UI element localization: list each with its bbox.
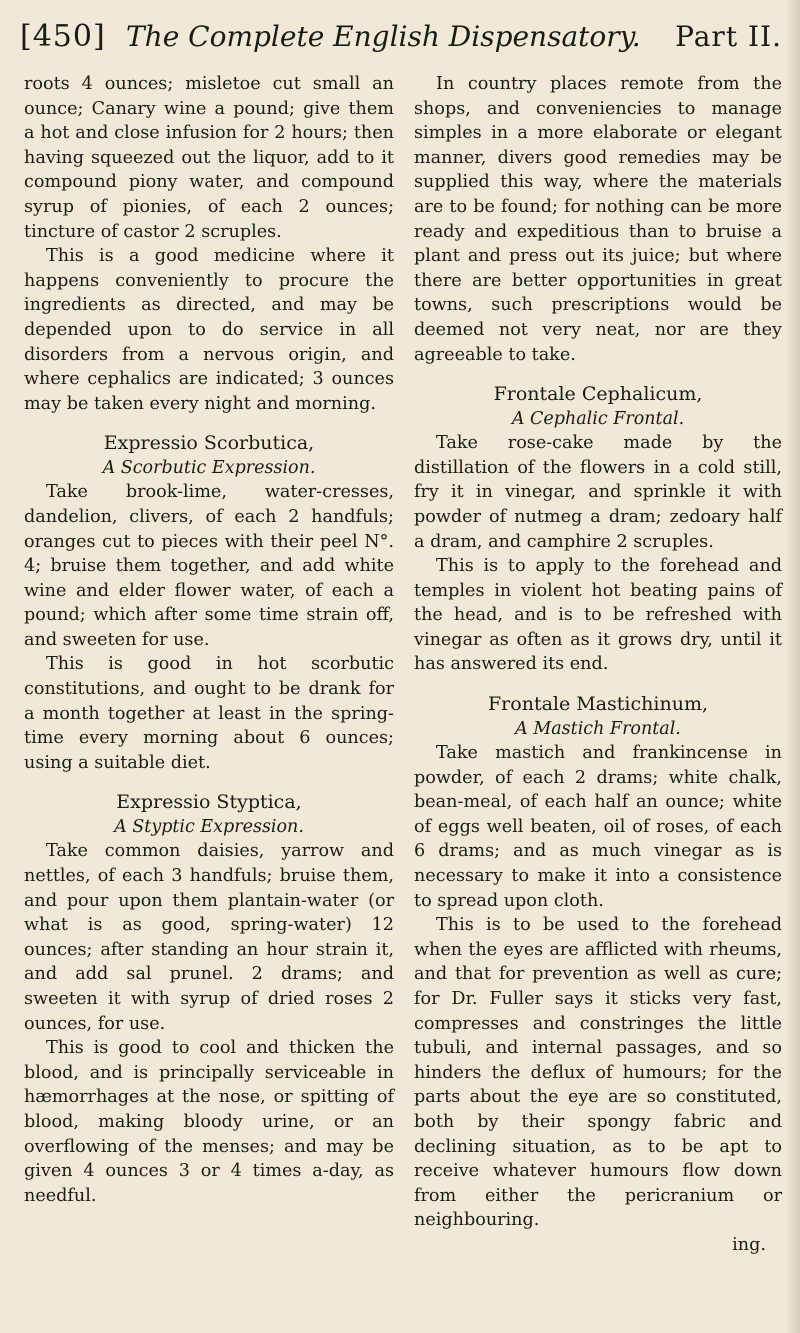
paragraph: This is a good medicine where it happens conveniently to procure the ingredients as directed, and may be depended upon to do service in all disorders from a nervous origin, and where cephalics are indicated; 3 ounces may be taken every night and morning.	[24, 246, 394, 414]
catchword: ing.	[732, 1234, 766, 1255]
recipe-subtitle: A Mastich Frontal.	[515, 719, 681, 740]
recipe-title: Frontale Cephalicum,	[493, 383, 703, 406]
left-column	[24, 72, 394, 1208]
recipe-text: Take rose-cake made by the distillation of the flowers in a cold still, fry it in vinegar, and sprinkle it with powder of nutmeg a dram; zedoary half a dram, and camphire 2 scruples.	[414, 433, 782, 552]
recipe-subtitle: A Scorbutic Expression.	[102, 458, 316, 479]
right-column	[414, 72, 782, 1257]
running-header	[20, 14, 782, 60]
paragraph: In country places remote from the shops, and conveniencies to manage simples in a more elaborate or elegant manner, divers good remedies may be supplied this way, where the materials are to be found; for nothing can be more ready and expeditious than to bruise a plant and press out its juice; but where there are better opportunities in great towns, such prescriptions would be deemed not very neat, nor are they agreeable to take.	[414, 74, 782, 365]
recipe-title: Expressio Styptica,	[116, 791, 302, 814]
part-label: Part II.	[675, 20, 782, 53]
running-title: The Complete English Dispensatory.	[126, 20, 641, 53]
page-number: [450]	[20, 19, 106, 54]
recipe-text: Take brook-lime, water-cresses, dandelion, clivers, of each 2 handfuls; oranges cut to pieces with their peel N°. 4; bruise them together, and add white wine and elder flower water, of each a pound; which after some time strain off, and sweeten for use.	[24, 482, 394, 650]
recipe-title: Expressio Scorbutica,	[103, 432, 315, 455]
recipe-title: Frontale Mastichinum,	[488, 693, 708, 716]
recipe-subtitle: A Styptic Expression.	[114, 817, 304, 838]
continuation-paragraph: roots 4 ounces; misletoe cut small an ounce; Canary wine a pound; give them a hot and close infusion for 2 hours; then having squeezed out the liquor, add to it compound piony water, and compound syrup of pionies, of each 2 ounces; tincture of castor 2 scruples.	[24, 74, 394, 242]
recipe-note: This is to be used to the forehead when the eyes are afflicted with rheums, and that for prevention as well as cure; for Dr. Fuller says it sticks very fast, compresses and constringes the little tubuli, and internal passages, and so hinders the deflux of humours; for the parts about the eye are so constituted, both by their spongy fabric and declining situation, as to be apt to receive whatever humours flow down from either the pericranium or neighbouring.	[414, 915, 782, 1231]
recipe-note: This is good in hot scorbutic constitutions, and ought to be drank for a month together at least in the spring-time every morning about 6 ounces; using a suitable diet.	[24, 654, 394, 773]
recipe-text: Take common daisies, yarrow and nettles, of each 3 handfuls; bruise them, and pour upon them plantain-water (or what is as good, spring-water) 12 ounces; after standing an hour strain it, and add sal prunel. 2 drams; and sweeten it with syrup of dried roses 2 ounces, for use.	[24, 841, 394, 1034]
recipe-subtitle: A Cephalic Frontal.	[511, 409, 685, 430]
recipe-text: Take mastich and frankincense in powder, of each 2 drams; white chalk, bean-meal, of each half an ounce; white of eggs well beaten, oil of roses, of each 6 drams; and as much vinegar as is necessary to make it into a consistence to spread upon cloth.	[414, 743, 782, 911]
page-edge-shadow	[786, 0, 800, 1333]
recipe-note: This is good to cool and thicken the blood, and is principally serviceable in hæmorrhages at the nose, or spitting of blood, making bloody urine, or an overflowing of the menses; and may be given 4 ounces 3 or 4 times a-day, as needful.	[24, 1038, 394, 1206]
recipe-note: This is to apply to the forehead and temples in violent hot beating pains of the head, and is to be refreshed with vinegar as often as it grows dry, until it has answered its end.	[414, 556, 782, 675]
